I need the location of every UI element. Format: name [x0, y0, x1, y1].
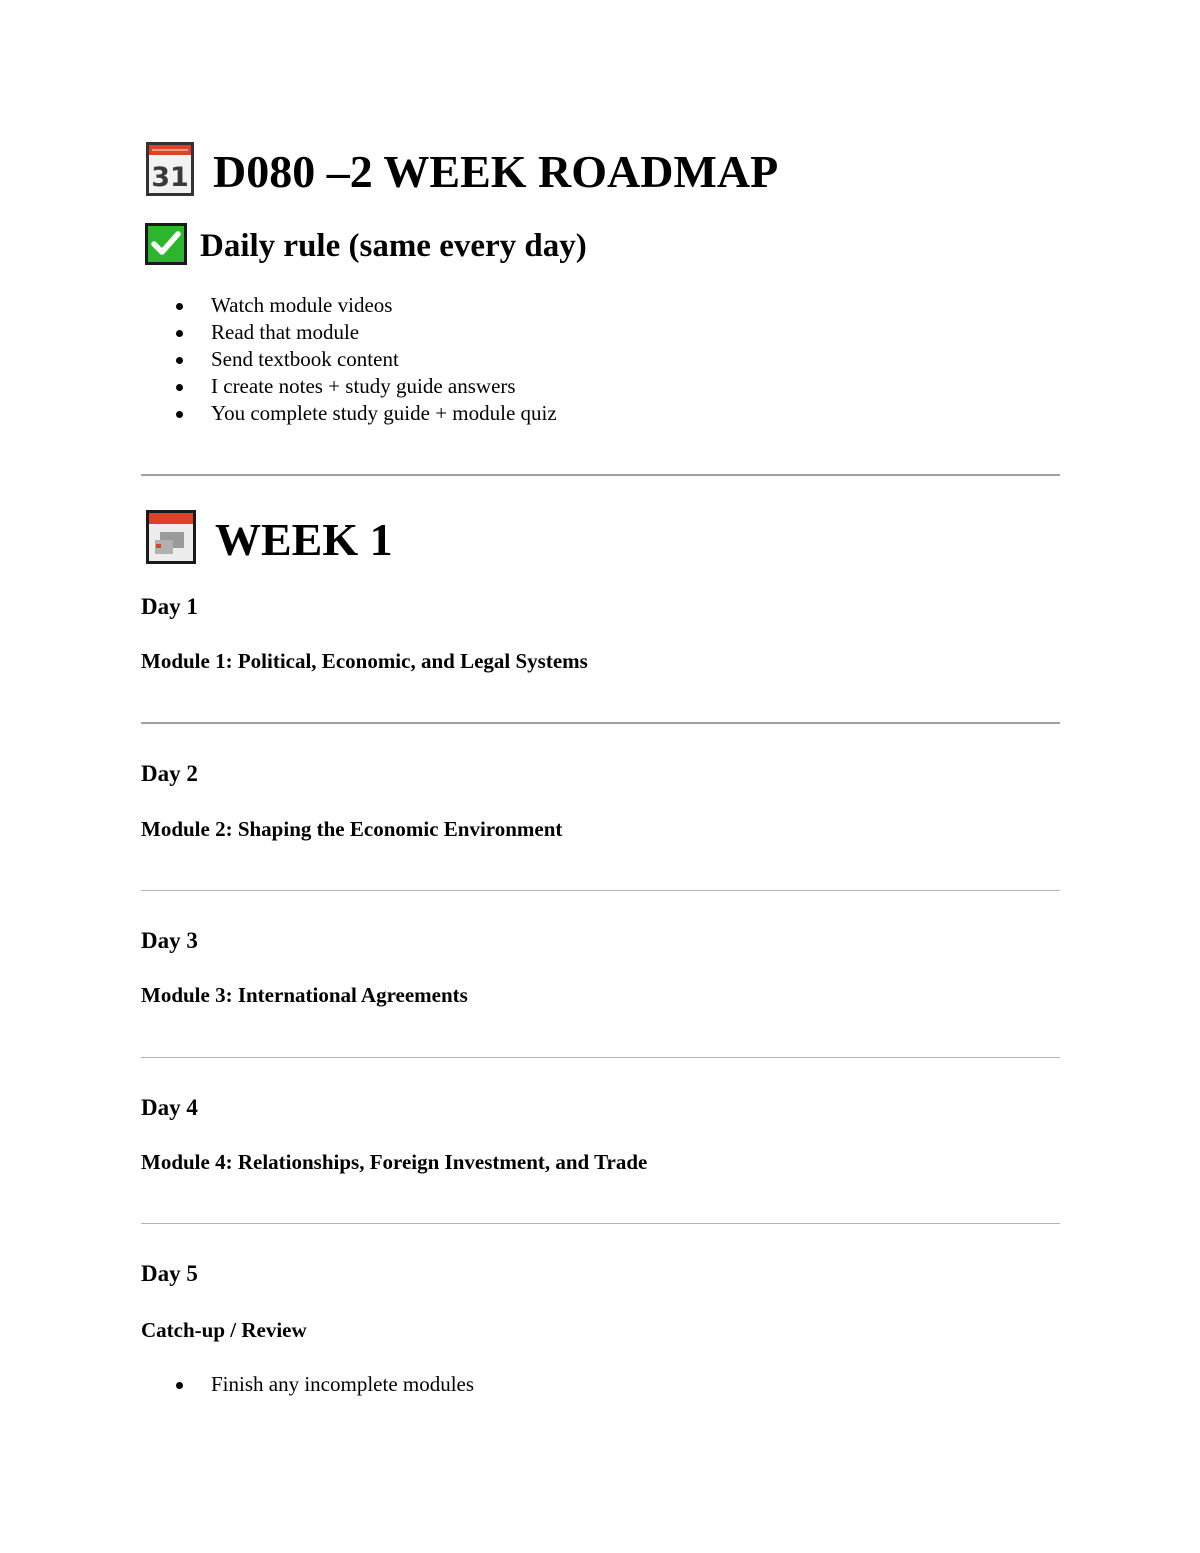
- list-item: Send textbook content: [0, 346, 557, 373]
- day-2-module: Module 2: Shaping the Economic Environment: [141, 817, 563, 841]
- list-item: Finish any incomplete modules: [0, 1371, 474, 1398]
- day-1-label: Day 1: [141, 594, 198, 619]
- day-3-label: Day 3: [141, 928, 198, 953]
- day-5-module: Catch-up / Review: [141, 1318, 307, 1342]
- day-divider: [141, 722, 1060, 724]
- daily-rule-heading: Daily rule (same every day): [200, 228, 587, 264]
- day-divider: [141, 1057, 1060, 1058]
- day-4-label: Day 4: [141, 1095, 198, 1120]
- day-4-module: Module 4: Relationships, Foreign Investment, and Trade: [141, 1150, 648, 1174]
- svg-text:31: 31: [151, 162, 189, 193]
- list-item: I create notes + study guide answers: [0, 373, 557, 400]
- daily-rule-heading-row: [145, 223, 587, 270]
- section-divider: [141, 474, 1060, 476]
- day-divider: [141, 1223, 1060, 1224]
- page-title: D080 –2 WEEK ROADMAP: [213, 145, 779, 197]
- day-3-module: Module 3: International Agreements: [141, 983, 468, 1007]
- week1-heading: WEEK 1: [215, 513, 393, 565]
- check-mark-button-icon: [145, 223, 187, 270]
- list-item: You complete study guide + module quiz: [0, 400, 557, 427]
- page-title-row: [146, 142, 778, 201]
- daily-rule-list: [0, 292, 557, 427]
- day-divider: [141, 890, 1060, 891]
- list-item: Watch module videos: [0, 292, 557, 319]
- day-1-module: Module 1: Political, Economic, and Legal Systems: [141, 649, 588, 673]
- week1-heading-row: [146, 510, 393, 569]
- calendar-icon: [146, 510, 196, 569]
- day-5-list: [0, 1371, 474, 1398]
- calendar-31-icon: [146, 142, 194, 201]
- day-5-label: Day 5: [141, 1261, 198, 1286]
- day-2-label: Day 2: [141, 761, 198, 786]
- list-item: Read that module: [0, 319, 557, 346]
